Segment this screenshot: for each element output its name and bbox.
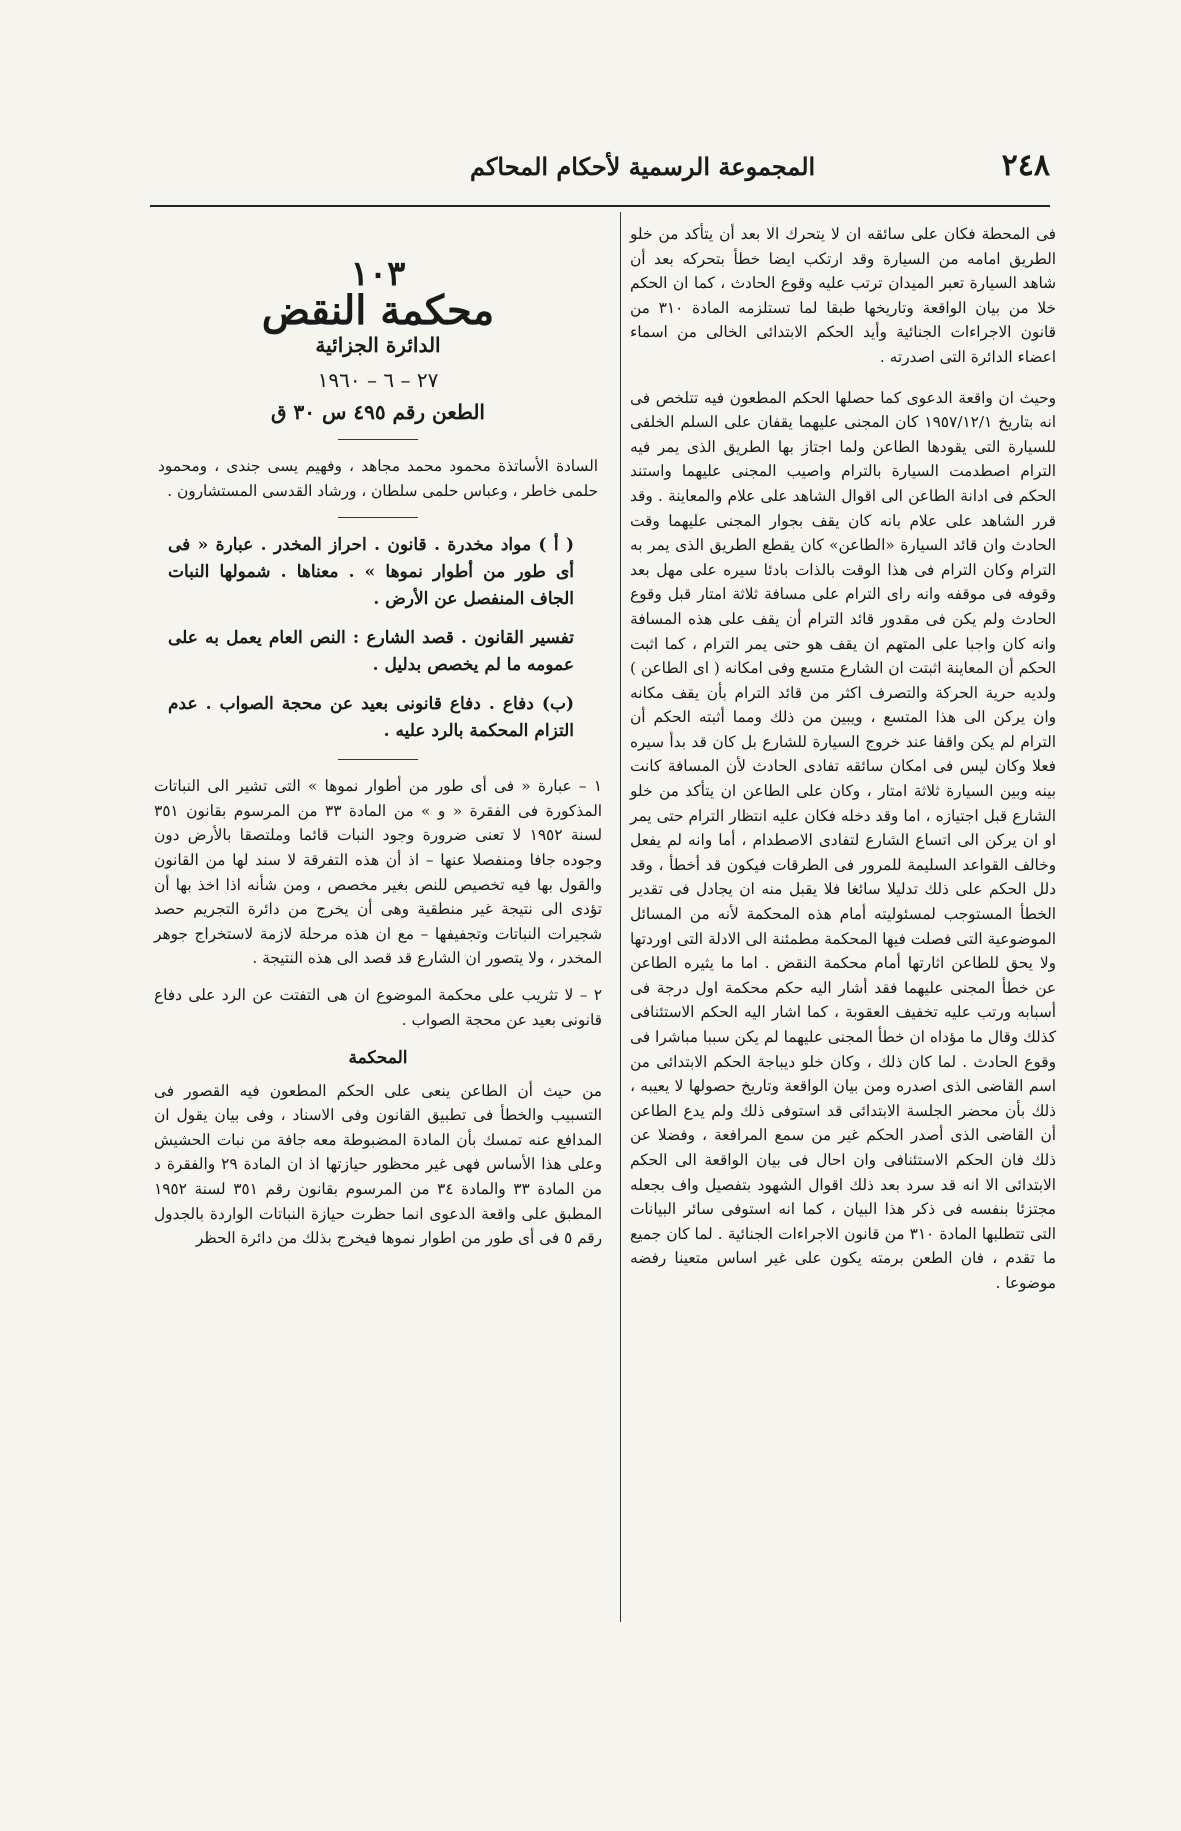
column-divider — [620, 212, 621, 1622]
headnote-a: ( أ ) مواد مخدرة . قانون . احراز المخدر . عبارة « فى أى طور من أطوار نموها » . معناها . شمولها النبات الجاف المنفصل عن الأرض . — [168, 535, 574, 610]
divider — [338, 759, 418, 760]
page-header — [150, 148, 1050, 208]
page-number: ٢٤٨ — [1001, 148, 1050, 183]
right-column — [630, 222, 1056, 1302]
right-paragraph-1: فى المحطة فكان على سائقه ان لا يتحرك الا بعد أن يتأكد من خلو الطريق امامه من السيارة وقد ارتكب ايضا خطأ بتحركه بعد أن شاهد السيارة تعبر الميدان ترتب عليه وقوع الحادث ، كما ان الحكم خلا من بيان الواقعة وتاريخها طبقا لما تستلزمه المادة ٣١٠ من قانون الاجراءات الجنائية وأيد الحكم الابتدائى الخالى من اسماء اعضاء الدائرة التى اصدرته . — [630, 225, 1056, 366]
judges-panel: السادة الأساتذة محمود محمد مجاهد ، وفهيم يسى جندى ، ومحمود حلمى خاطر ، وعباس حلمى سلطان ، ورشاد القدسى المستشارون . — [158, 456, 598, 500]
right-paragraph-2: وحيث ان واقعة الدعوى كما حصلها الحكم المطعون فيه تتلخص فى انه بتاريخ ١٩٥٧/١٢/١ كان المجنى عليهما يقفان على السلم الخلفى للسيارة التى يقودها الطاعن ولما اجتاز بها الطريق الذى يمر فيه الترام اصطدمت السيارة بالترام واصيب المجنى عليهما واستند الحكم فى ادانة الطاعن الى اقوال الشاهد على علام والمعاينة . وقد قرر الشاهد على علام بانه كان يقف بجوار المجنى عليهما وقت الحادث وان قائد السيارة «الطاعن» كان يقطع الطريق الذى يمر به الترام وكان الترام فى هذا الوقت بالذات بادئا سيره على مهل بعد وقوفه فى موقفه وانه راى الترام على مسافة ثلاثة امتار قبل وقوع الحادث ولم يكن فى مقدور قائد الترام أن يقف على هذه المسافة وانه كان واجبا على المتهم ان يقف هو حتى يمر الترام ، كما اثبت الحكم أن المعاينة اثبتت ان الشارع متسع وفى امكانه ( اى الطاعن ) ولديه حرية الحركة والتصرف اكثر من قائد الترام بأن يقف مكانه وان يركن الى هذا المتسع ، ويبين من ذلك ومما أثبته الحكم أن الترام لم يكن واقفا عند خروج السيارة للشارع بل كان قد بدأ سيره فعلا وكان ليس فى امكان سائقه تفادى الحادث لأن المسافة كانت بينه وبين السيارة ثلاثة امتار ، وكان على الطاعن ان يتأكد من خلو الشارع قبل اجتيازه ، اما وقد دخله فكان عليه انتظار الترام حتى يمر او ان يركن الى اتساع الشارع لتفادى الاصطدام ، أما وانه لم يفعل وخالف القواعد السليمة للمرور فى الطرقات فيكون قد أخطأ ، وقد دلل الحكم على ذلك تدليلا سائغا فلا يقبل منه ان يجادل فى تقدير الخطأ المستوجب لمسئوليته أمام هذه المحكمة لأنه من المسائل الموضوعية التى فصلت فيها المحكمة مطمئنة الى الادلة التى اوردتها ولا يحق للطاعن اثارتها أمام محكمة النقض . اما ما يثيره الطاعن عن خطأ المجنى عليهما فقد أشار اليه حكم محكمة اول درجة فى أسبابه ورتب عليه تخفيف العقوبة ، كما اشار اليه الحكم الاستئنافى كذلك وقال ما مؤداه ان خطأ المجنى عليهما لم يكن سببا مباشرا فى وقوع الحادث . لما كان ذلك ، وكان خلو ديباجة الحكم الابتدائى من اسم القاضى الذى اصدره ومن بيان الواقعة وتاريخ حصولها لا يعيبه ، ذلك بأن محضر الجلسة الابتدائى قد استوفى ذلك ولم يدع الطاعن أن القاضى الذى أصدر الحكم غير من سمع المرافعة ، وفضلا عن ذلك فان الحكم الاستئنافى وان احال فى بيان الواقعة الى الحكم الابتدائى الا انه قد سرد بعد ذلك اقوال الشهود بتفصيل واف بجعله مجتزئا بنفسه فى ذكر هذا البيان ، كما انه استوفى سائر البيانات التى تتطلبها المادة ٣١٠ من قانون الاجراءات الجنائية . لما كان جميع ما تقدم ، فان الطعن برمته يكون على غير اساس متعينا رفضه موضوعا . — [630, 388, 1057, 1292]
court-name: محكمة النقض — [261, 286, 495, 334]
chamber-name: الدائرة الجزائية — [315, 333, 441, 358]
appeal-reference: الطعن رقم ٤٩٥ س ٣٠ ق — [271, 400, 485, 425]
divider — [338, 517, 418, 518]
judgment-text: من حيث أن الطاعن ينعى على الحكم المطعون فيه القصور فى التسبيب والخطأ فى تطبيق القانون وفى الاسناد ، وفى بيان يقول ان المدافع عنه تمسك بأن المادة المضبوطة معه جافة من نبات الحشيش وعلى هذا الأساس فهى غير محظور حيازتها اذ ان المادة ٢٩ والفقرة د من المادة ٣٣ والمادة ٣٤ من المرسوم بقانون رقم ٣٥١ لسنة ١٩٥٢ المطبق على واقعة الدعوى انما حظرت حيازة النباتات الواردة بالجدول رقم ٥ فى أى طور من اطوار نموها فيخرج بذلك من دائرة الحظر — [154, 1081, 603, 1248]
running-title: المجموعة الرسمية لأحكام المحاكم — [470, 152, 816, 181]
left-column — [148, 222, 608, 1263]
legal-principle-1: ١ – عبارة « فى أى طور من أطوار نموها » التى تشير الى النباتات المذكورة فى الفقرة « و » من المادة ٣٣ من المرسوم بقانون ٣٥١ لسنة ١٩٥٢ لا تعنى ضرورة وجود النبات قائما وملتصقا بالأرض دون وجوده جافا ومنفصلا عنها – اذ أن هذه التفرقة لا سند لها من القانون والقول بها فيه تخصيص للنص بغير مخصص ، ومن شأنه اذا اخذ بها أن تؤدى الى نتيجة غير منطقية وهى أن يخرج من دائرة التجريم حصد شجيرات النباتات وتجفيفها – مع ان هذه مرحلة لازمة لاستخراج جوهر المخدر ، ولا يتصور ان الشارع قد قصد الى هذه النتيجة . — [154, 777, 602, 968]
headnote-interpretation: تفسير القانون . قصد الشارع : النص العام يعمل به على عمومه ما لم يخصص بدليل . — [168, 628, 574, 676]
headnote-b: (ب) دفاع . دفاع قانونى بعيد عن محجة الصواب . عدم التزام المحكمة بالرد عليه . — [168, 694, 574, 742]
ruling-number: ١٠٣ — [350, 254, 406, 294]
legal-principle-2: ٢ – لا تثريب على محكمة الموضوع ان هى التفتت عن الرد على دفاع قانونى بعيد عن محجة الصواب . — [154, 985, 602, 1029]
judgment-heading: المحكمة — [348, 1048, 408, 1069]
header-rule — [150, 205, 1050, 207]
divider — [338, 439, 418, 440]
ruling-date: ٢٧ – ٦ – ١٩٦٠ — [317, 367, 439, 392]
